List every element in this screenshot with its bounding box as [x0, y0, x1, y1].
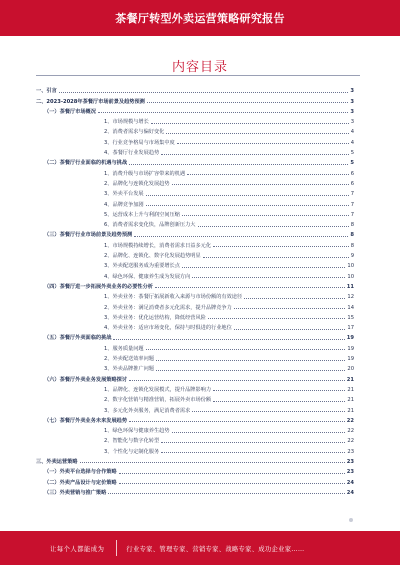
toc-leader-dots — [108, 493, 345, 494]
toc-leader-dots — [198, 226, 349, 227]
toc-entry[interactable] — [36, 135, 354, 145]
toc-entry-label: 3、外卖业务：优化运营结构，降低经营风险 — [104, 314, 206, 321]
toc-entry-label: 1、市场规模持续增长，消费者需求日益多元化 — [104, 242, 212, 249]
report-title: 茶餐厅转型外卖运营策略研究报告 — [115, 12, 285, 25]
toc-entry-page-number: 3 — [350, 98, 354, 105]
toc-entry[interactable] — [36, 300, 354, 310]
toc-entry[interactable] — [36, 249, 354, 259]
toc-entry-page-number: 21 — [347, 407, 354, 414]
toc-entry[interactable] — [36, 94, 354, 104]
toc-entry-label: 1、外卖业务：茶餐厅拓展新收入来源与市场份额的有效途径 — [104, 294, 243, 301]
toc-entry-label: 3、外卖配送服务成为重要增长点 — [104, 263, 180, 270]
toc-entry-label: 4、品牌竞争加剧 — [104, 201, 144, 208]
toc-leader-dots — [161, 452, 345, 453]
toc-entry[interactable] — [36, 403, 354, 413]
toc-entry[interactable] — [36, 197, 354, 207]
toc-entry-label: （一）外卖平台选择与合作策略 — [44, 469, 117, 476]
toc-leader-dots — [155, 287, 345, 288]
footer-divider — [116, 540, 117, 556]
toc-entry-page-number: 23 — [346, 469, 354, 476]
toc-entry-page-number: 19 — [347, 356, 354, 363]
toc-leader-dots — [156, 360, 345, 361]
toc-entry-page-number: 3 — [350, 119, 354, 126]
footer-slogan: 让每个人都能成为 — [50, 545, 105, 553]
toc-entry[interactable] — [36, 383, 354, 393]
toc-entry-label: 1、市场规模与增长 — [104, 119, 149, 126]
toc-entry-page-number: 21 — [347, 386, 354, 393]
toc-leader-dots — [234, 308, 346, 309]
toc-entry-label: 4、茶餐厅行业发展趋势 — [104, 150, 160, 157]
toc-entry-label: 1、品牌化、连锁化发展模式，提升品牌影响力 — [104, 386, 212, 393]
report-header-bar — [0, 0, 400, 36]
toc-leader-dots — [208, 318, 346, 319]
toc-leader-dots — [129, 421, 345, 422]
toc-entry-label: 1、绿色环保与健康养生趋势 — [104, 428, 170, 435]
toc-leader-dots — [129, 164, 348, 165]
toc-leader-dots — [182, 215, 349, 216]
toc-entry-page-number: 21 — [347, 397, 354, 404]
toc-entry-label: 3、个性化与定制化服务 — [104, 448, 160, 455]
toc-entry[interactable] — [36, 372, 354, 382]
toc-entry-page-number: 20 — [347, 366, 354, 373]
toc-leader-dots — [134, 236, 348, 237]
toc-entry-page-number: 5 — [350, 150, 354, 157]
toc-entry-label: （三）茶餐厅行业市场前景及趋势预测 — [44, 232, 133, 239]
toc-entry-page-number: 4 — [350, 129, 354, 136]
toc-entry-page-number: 24 — [346, 489, 354, 496]
toc-entry-label: （五）茶餐厅外卖面临的挑战 — [44, 335, 112, 342]
toc-leader-dots — [119, 473, 345, 474]
toc-entry-label: （二）茶餐厅行业面临的机遇与挑战 — [44, 160, 128, 167]
toc-entry[interactable] — [36, 455, 354, 465]
toc-entry[interactable] — [36, 341, 354, 351]
toc-entry[interactable] — [36, 434, 354, 444]
toc-entry-page-number: 7 — [350, 211, 354, 218]
toc-entry-label: （四）茶餐厅进一步拓展外卖业务的必要性分析 — [44, 283, 153, 290]
toc-entry[interactable] — [36, 228, 354, 238]
toc-entry-page-number: 24 — [346, 479, 354, 486]
toc-entry[interactable] — [36, 156, 354, 166]
toc-entry-page-number: 23 — [346, 458, 354, 465]
toc-entry-page-number: 22 — [347, 428, 354, 435]
toc-entry-label: 2、外卖配送效率问题 — [104, 356, 154, 363]
toc-leader-dots — [172, 432, 346, 433]
toc-entry[interactable] — [36, 208, 354, 218]
toc-entry-page-number: 6 — [350, 180, 354, 187]
toc-leader-dots — [172, 184, 349, 185]
toc-leader-dots — [98, 112, 348, 113]
toc-entry-page-number: 9 — [350, 253, 354, 260]
toc-entry-label: 3、多元化外卖服务，满足消费者需求 — [104, 407, 191, 414]
toc-leader-dots — [113, 339, 344, 340]
toc-entry[interactable] — [36, 259, 354, 269]
toc-leader-dots — [151, 123, 349, 124]
toc-entry-page-number: 22 — [347, 438, 354, 445]
toc-leader-dots — [213, 401, 345, 402]
toc-entry[interactable] — [36, 311, 354, 321]
toc-entry-label: 1、消费升级与市场扩容带来的机遇 — [104, 170, 186, 177]
toc-entry-label: 2、消费者需求与偏好变化 — [104, 129, 165, 136]
toc-entry[interactable] — [36, 414, 354, 424]
toc-leader-dots — [166, 133, 348, 134]
toc-entry[interactable] — [36, 321, 354, 331]
toc-entry-page-number: 6 — [350, 170, 354, 177]
toc-entry-page-number: 3 — [350, 88, 354, 95]
toc-entry-label: 2、数字化营销与精准营销，拓展外卖市场份额 — [104, 397, 212, 404]
toc-leader-dots — [177, 143, 349, 144]
toc-entry-page-number: 7 — [350, 201, 354, 208]
toc-entry[interactable] — [36, 125, 354, 135]
toc-entry[interactable] — [36, 290, 354, 300]
toc-entry-page-number: 23 — [347, 448, 354, 455]
toc-leader-dots — [119, 483, 345, 484]
toc-entry-page-number: 5 — [350, 160, 354, 167]
toc-entry-label: 5、运营成本上升与利润空间压缩 — [104, 211, 180, 218]
toc-entry-label: 一、引言 — [36, 88, 57, 95]
toc-entry-label: 4、绿色环保、健康养生成为发展方向 — [104, 273, 191, 280]
toc-entry-page-number: 8 — [350, 232, 354, 239]
toc-entry[interactable] — [36, 105, 354, 115]
toc-entry-page-number: 10 — [347, 273, 354, 280]
toc-entry-label: 二、2023-2028年茶餐厅市场前景及趋势预测 — [36, 98, 145, 105]
toc-entry[interactable] — [36, 177, 354, 187]
toc-entry-page-number: 19 — [347, 345, 354, 352]
toc-heading: 内容目录 — [171, 60, 228, 75]
toc-leader-dots — [213, 390, 345, 391]
toc-leader-dots — [161, 154, 349, 155]
toc-entry-page-number: 14 — [347, 304, 354, 311]
toc-leader-dots — [156, 370, 345, 371]
table-of-contents — [36, 84, 354, 496]
toc-entry[interactable] — [36, 187, 354, 197]
toc-leader-dots — [80, 462, 345, 463]
toc-entry-label: （六）茶餐厅外卖业务发展策略探讨 — [44, 376, 128, 383]
toc-leader-dots — [161, 442, 345, 443]
toc-entry[interactable] — [36, 424, 354, 434]
toc-entry[interactable] — [36, 238, 354, 248]
toc-leader-dots — [146, 349, 346, 350]
toc-entry-page-number: 21 — [346, 376, 354, 383]
footer-bar — [0, 531, 400, 565]
toc-leader-dots — [129, 380, 345, 381]
toc-entry[interactable] — [36, 166, 354, 176]
toc-entry-page-number: 7 — [350, 191, 354, 198]
toc-leader-dots — [234, 329, 346, 330]
toc-entry-label: （七）茶餐厅外卖业务未来发展趋势 — [44, 417, 128, 424]
toc-entry[interactable] — [36, 331, 354, 341]
footer-audience: 行业专家、管理专家、营销专家、战略专家、成功企业家…… — [126, 545, 305, 553]
page-marker — [349, 518, 353, 522]
toc-entry-page-number: 19 — [346, 335, 354, 342]
toc-entry-label: （一）茶餐厅市场概况 — [44, 108, 96, 115]
toc-entry[interactable] — [36, 362, 354, 372]
toc-entry-page-number: 8 — [350, 242, 354, 249]
toc-entry-label: 3、外卖品牌推广问题 — [104, 366, 154, 373]
toc-entry-page-number: 4 — [350, 139, 354, 146]
toc-entry-page-number: 22 — [346, 417, 354, 424]
toc-entry[interactable] — [36, 269, 354, 279]
toc-entry[interactable] — [36, 352, 354, 362]
toc-leader-dots — [182, 267, 345, 268]
toc-entry[interactable] — [36, 465, 354, 475]
toc-heading-divider — [36, 75, 360, 76]
toc-entry-page-number: 15 — [347, 314, 354, 321]
toc-entry-label: 2、品牌化与连锁化发展趋势 — [104, 180, 170, 187]
toc-entry-label: （三）外卖营销与推广策略 — [44, 489, 107, 496]
toc-entry[interactable] — [36, 280, 354, 290]
toc-entry-label: 3、行业竞争格局与市场集中度 — [104, 139, 175, 146]
toc-entry-label: 2、品牌化、连锁化、数字化发展趋势明显 — [104, 253, 201, 260]
toc-leader-dots — [59, 92, 349, 93]
toc-entry-page-number: 12 — [347, 294, 354, 301]
toc-entry[interactable] — [36, 115, 354, 125]
toc-entry-page-number: 11 — [346, 283, 354, 290]
toc-entry[interactable] — [36, 475, 354, 485]
toc-entry[interactable] — [36, 393, 354, 403]
toc-entry-page-number: 17 — [347, 325, 354, 332]
toc-entry-label: 2、智能化与数字化转型 — [104, 438, 160, 445]
toc-entry-page-number: 10 — [347, 263, 354, 270]
toc-leader-dots — [244, 298, 345, 299]
toc-entry-label: 3、外卖平台发展 — [104, 191, 144, 198]
toc-leader-dots — [146, 205, 349, 206]
toc-leader-dots — [213, 246, 349, 247]
toc-entry-label: 1、服务质量问题 — [104, 345, 144, 352]
toc-entry-label: 4、外卖业务：适应市场变化，保持与时俱进的行业地位 — [104, 325, 232, 332]
toc-entry-page-number: 8 — [350, 222, 354, 229]
toc-entry-label: 6、消费者需求变化快，品牌创新压力大 — [104, 222, 196, 229]
toc-leader-dots — [146, 195, 349, 196]
toc-entry-page-number: 3 — [350, 108, 354, 115]
toc-entry[interactable] — [36, 218, 354, 228]
toc-leader-dots — [203, 257, 349, 258]
toc-entry-label: （二）外卖产品设计与定价策略 — [44, 479, 117, 486]
toc-leader-dots — [147, 102, 349, 103]
toc-entry[interactable] — [36, 486, 354, 496]
toc-leader-dots — [187, 174, 349, 175]
toc-leader-dots — [192, 411, 345, 412]
toc-entry[interactable] — [36, 84, 354, 94]
toc-leader-dots — [192, 277, 345, 278]
toc-entry[interactable] — [36, 444, 354, 454]
toc-entry[interactable] — [36, 146, 354, 156]
toc-entry-label: 2、外卖业务：满足消费者多元化需求，提升品牌竞争力 — [104, 304, 232, 311]
toc-entry-label: 三、外卖运营策略 — [36, 458, 78, 465]
